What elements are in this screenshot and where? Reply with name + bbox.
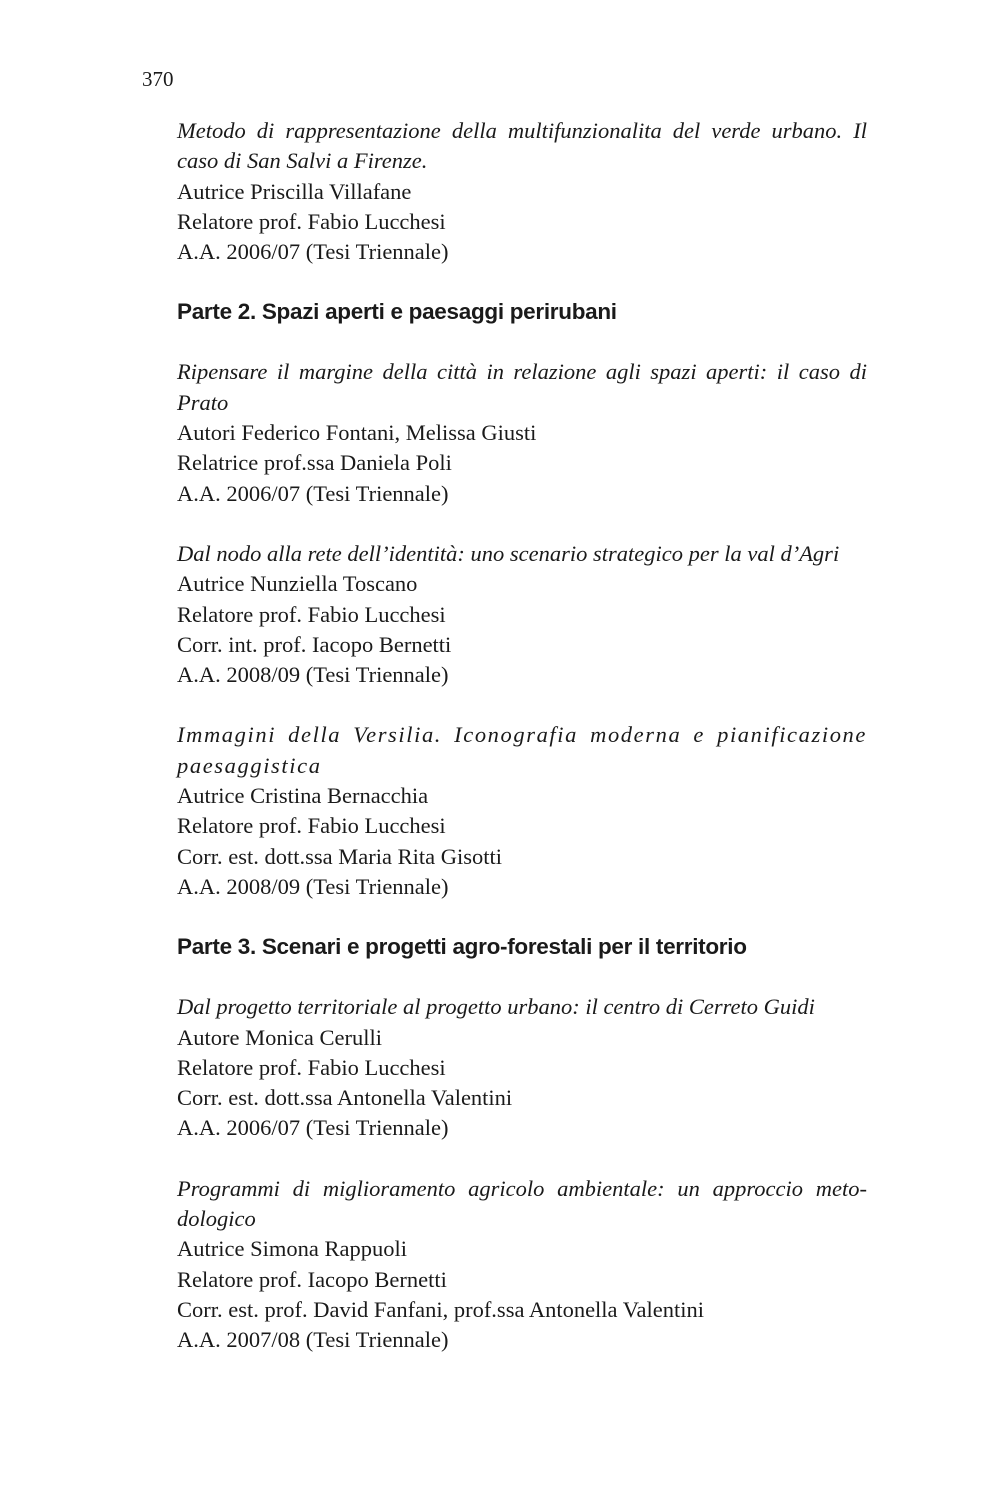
thesis-academic-year: A.A. 2008/09 (Tesi Triennale) — [177, 873, 449, 899]
thesis-list — [177, 116, 867, 1356]
thesis-academic-year: A.A. 2008/09 (Tesi Triennale) — [177, 662, 449, 688]
thesis-supervisor: Relatore prof. Fabio Lucchesi — [177, 601, 446, 627]
thesis-title: Ripensare il margine della città in relazione agli spazi aperti: il caso di Prato — [177, 359, 867, 415]
thesis-entry — [177, 357, 867, 508]
thesis-co-supervisor: Corr. est. dott.ssa Antonella Valentini — [177, 1085, 513, 1111]
thesis-author: Autrice Cristina Bernacchia — [177, 783, 429, 809]
thesis-title: Immagini della Versilia. Iconografia moderna e pianificazione paesaggistica — [177, 722, 867, 778]
thesis-title: Dal progetto territoriale al progetto urbano: il centro di Cerreto Guidi — [177, 994, 815, 1020]
thesis-academic-year: A.A. 2006/07 (Tesi Triennale) — [177, 480, 449, 506]
thesis-author: Autori Federico Fontani, Melissa Giusti — [177, 420, 537, 446]
thesis-supervisor: Relatore prof. Fabio Lucchesi — [177, 1054, 446, 1080]
thesis-title: Programmi di miglioramento agricolo ambientale: un approccio meto-dologico — [177, 1175, 867, 1232]
page-number: 370 — [142, 67, 174, 91]
thesis-supervisor: Relatore prof. Fabio Lucchesi — [177, 208, 446, 234]
thesis-co-supervisor: Corr. est. prof. David Fanfani, prof.ssa Antonella Valentini — [177, 1296, 704, 1322]
thesis-title: Metodo di rappresentazione della multifunzionalita del verde urbano. Il caso di San Salvi a Firenze. — [177, 118, 867, 174]
thesis-supervisor: Relatore prof. Fabio Lucchesi — [177, 813, 446, 839]
thesis-author: Autore Monica Cerulli — [177, 1024, 382, 1050]
thesis-supervisor: Relatrice prof.ssa Daniela Poli — [177, 450, 452, 476]
thesis-author: Autrice Nunziella Toscano — [177, 571, 418, 597]
thesis-entry — [177, 116, 867, 267]
section-heading-parte-3: Parte 3. Scenari e progetti agro-forestali per il territorio — [177, 934, 747, 960]
thesis-academic-year: A.A. 2006/07 (Tesi Triennale) — [177, 1115, 449, 1141]
thesis-academic-year: A.A. 2007/08 (Tesi Triennale) — [177, 1327, 449, 1353]
thesis-co-supervisor: Corr. est. dott.ssa Maria Rita Gisotti — [177, 843, 502, 869]
thesis-academic-year: A.A. 2006/07 (Tesi Triennale) — [177, 239, 449, 265]
thesis-entry — [177, 539, 867, 690]
thesis-entry — [177, 1174, 867, 1356]
thesis-author: Autrice Priscilla Villafane — [177, 178, 412, 204]
thesis-entry — [177, 720, 867, 902]
thesis-co-supervisor: Corr. int. prof. Iacopo Bernetti — [177, 631, 452, 657]
thesis-author: Autrice Simona Rappuoli — [177, 1236, 407, 1262]
thesis-supervisor: Relatore prof. Iacopo Bernetti — [177, 1266, 447, 1292]
thesis-title: Dal nodo alla rete dell’identità: uno scenario strategico per la val d’Agri — [177, 540, 840, 566]
section-heading-parte-2: Parte 2. Spazi aperti e paesaggi perirubani — [177, 299, 617, 325]
thesis-entry — [177, 992, 867, 1143]
